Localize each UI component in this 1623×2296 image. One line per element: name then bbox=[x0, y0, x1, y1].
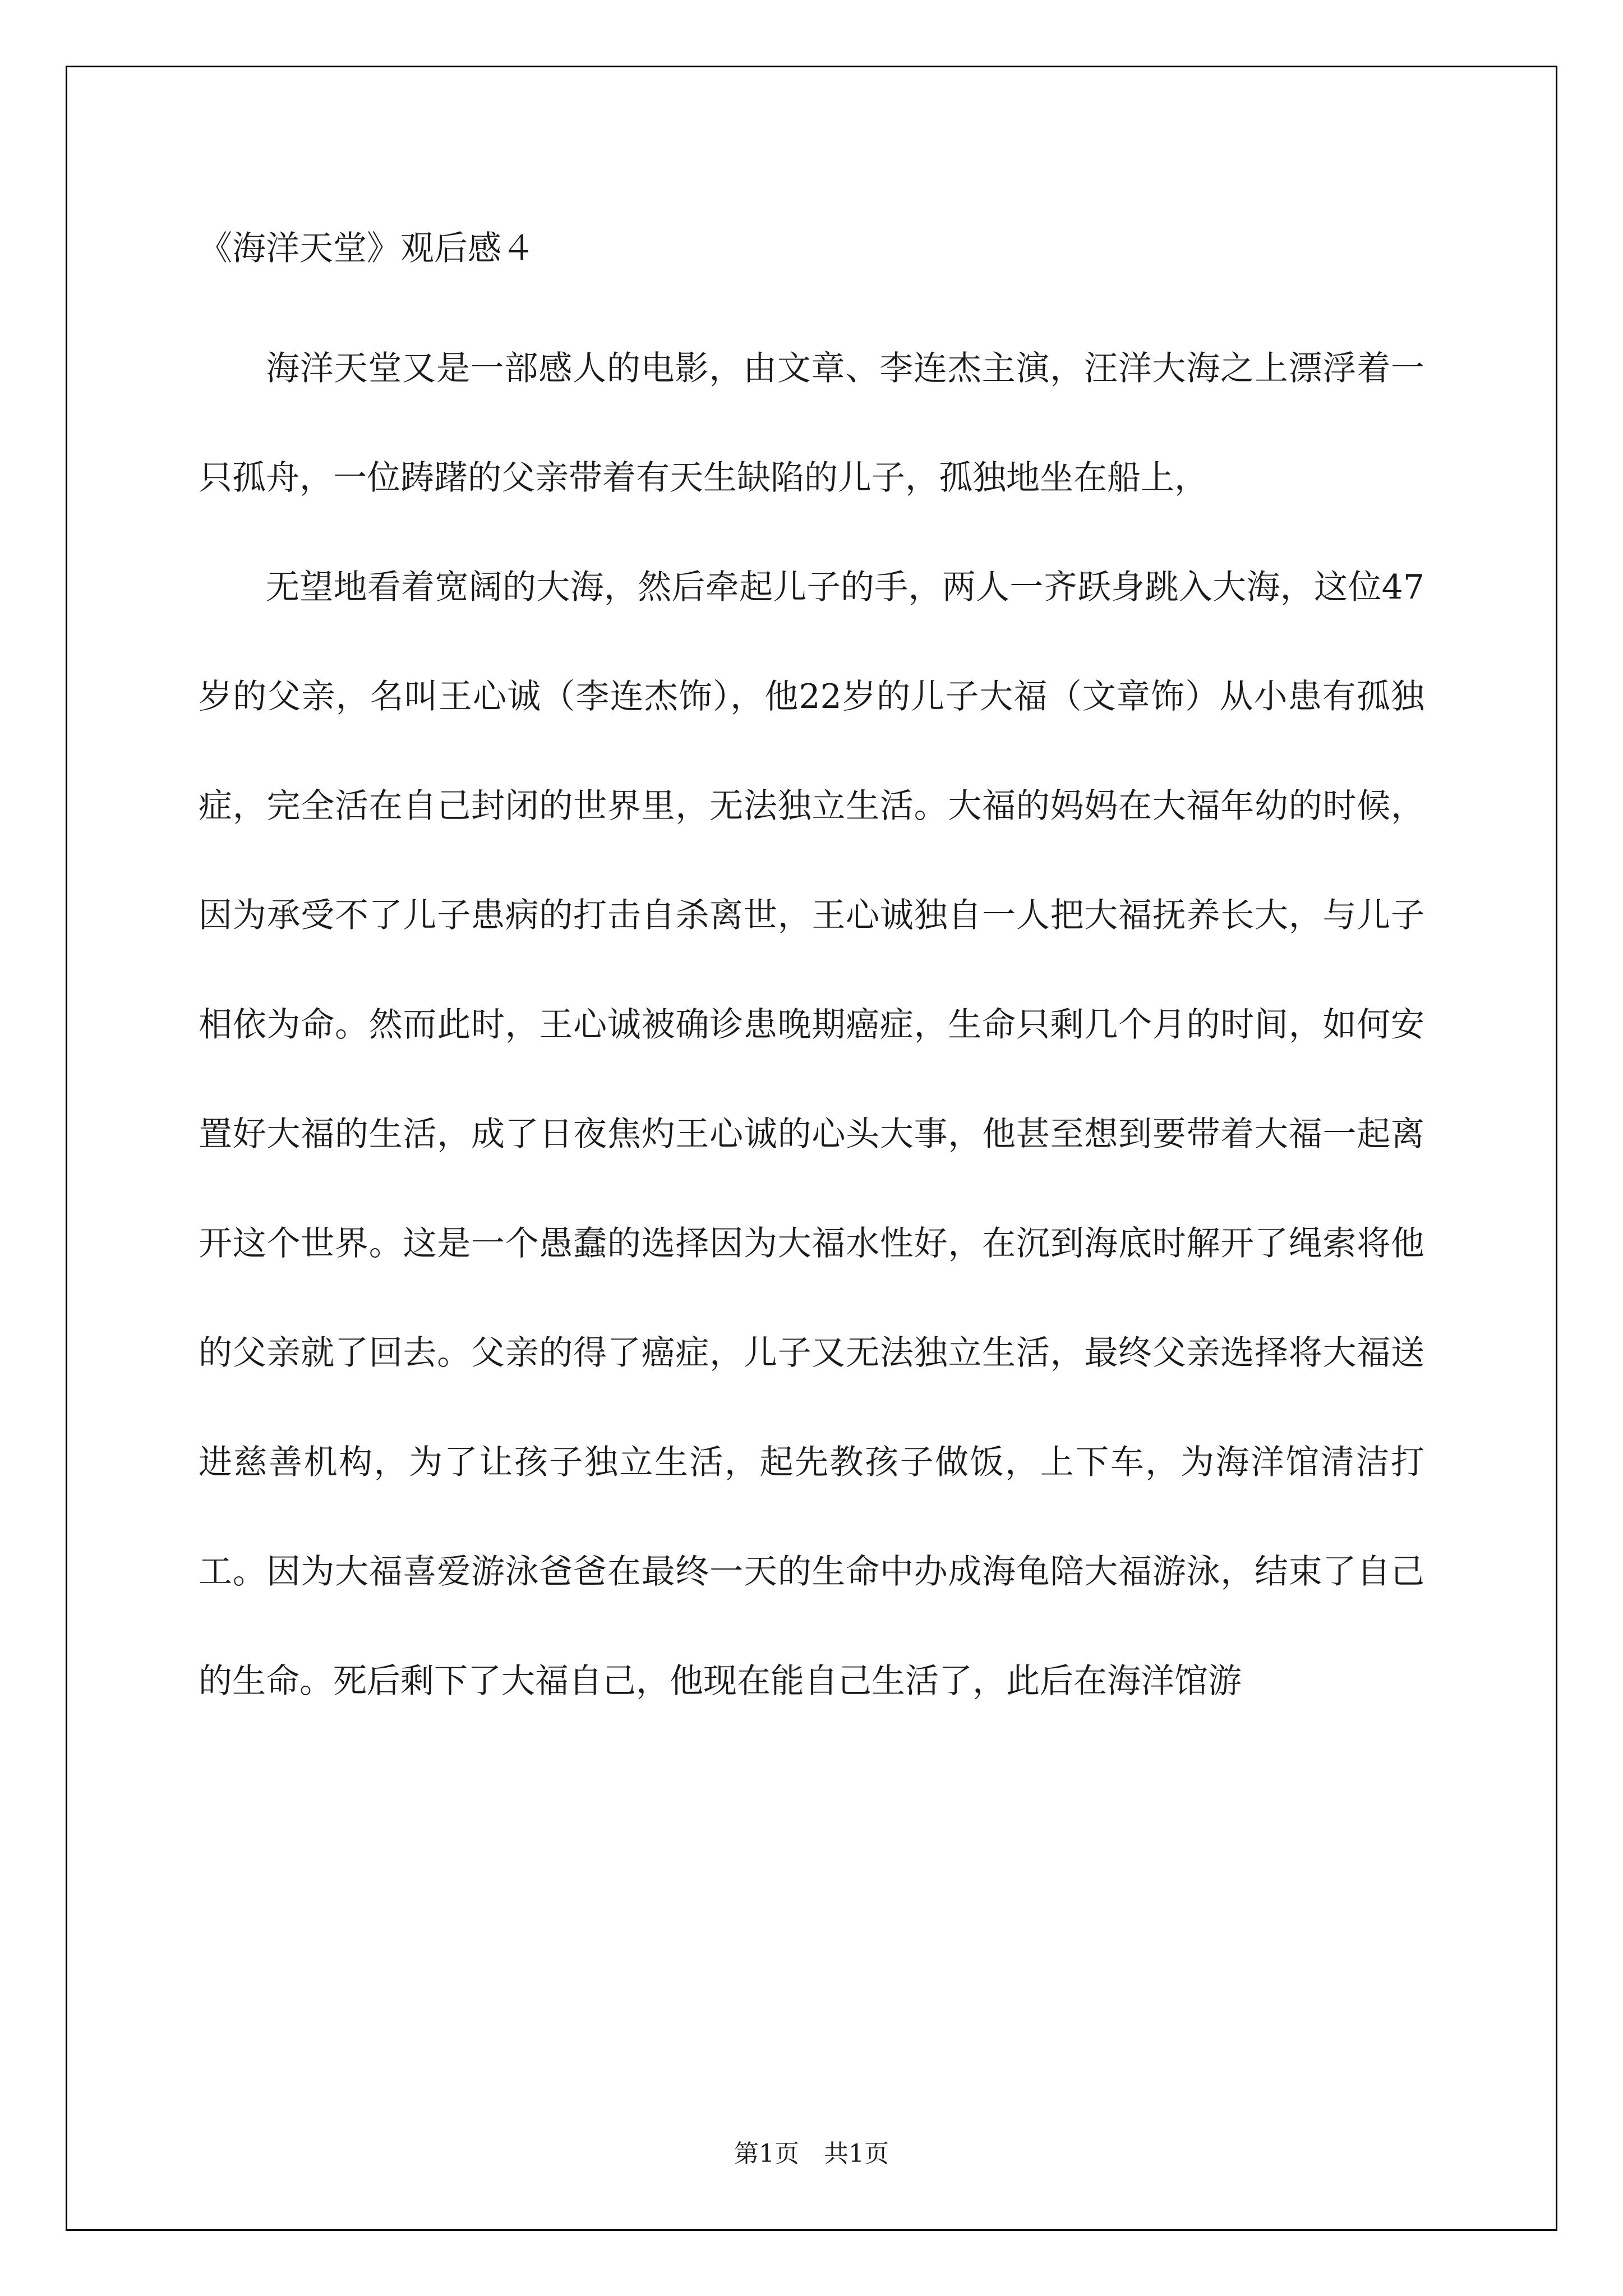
paragraph-1: 海洋天堂又是一部感人的电影，由文章、李连杰主演，汪洋大海之上漂浮着一只孤舟，一位踌躇的父亲带着有天生缺陷的儿子，孤独地坐在船上， bbox=[199, 349, 1424, 498]
page-number-footer: 第1页 共1页 bbox=[734, 2139, 889, 2168]
document-title: 《海洋天堂》观后感４ bbox=[199, 229, 535, 268]
paragraph-2: 无望地看着宽阔的大海，然后牵起儿子的手，两人一齐跃身跳入大海，这位47岁的父亲，名叫王心诚（李连杰饰），他22岁的儿子大福（文章饰）从小患有孤独症，完全活在自己封闭的世界里，无法独立生活。大福的妈妈在大福年幼的时候，因为承受不了儿子患病的打击自杀离世，王心诚独自一人把大福抚养长大，与儿子相依为命。然而此时，王心诚被确诊患晚期癌症，生命只剩几个月的时间，如何安置好大福的生活，成了日夜焦灼王心诚的心头大事，他甚至想到要带着大福一起离开这个世界。这是一个愚蠢的选择因为大福水性好，在沉到海底时解开了绳索将他的父亲就了回去。父亲的得了癌症，儿子又无法独立生活，最终父亲选择将大福送进慈善机构，为了让孩子独立生活，起先教孩子做饭，上下车，为海洋馆清洁打工。因为大福喜爱游泳爸爸在最终一天的生命中办成海龟陪大福游泳，结束了自己的生命。死后剩下了大福自己，他现在能自己生活了，此后在海洋馆游 bbox=[199, 568, 1424, 1701]
document-body bbox=[199, 314, 1424, 1736]
